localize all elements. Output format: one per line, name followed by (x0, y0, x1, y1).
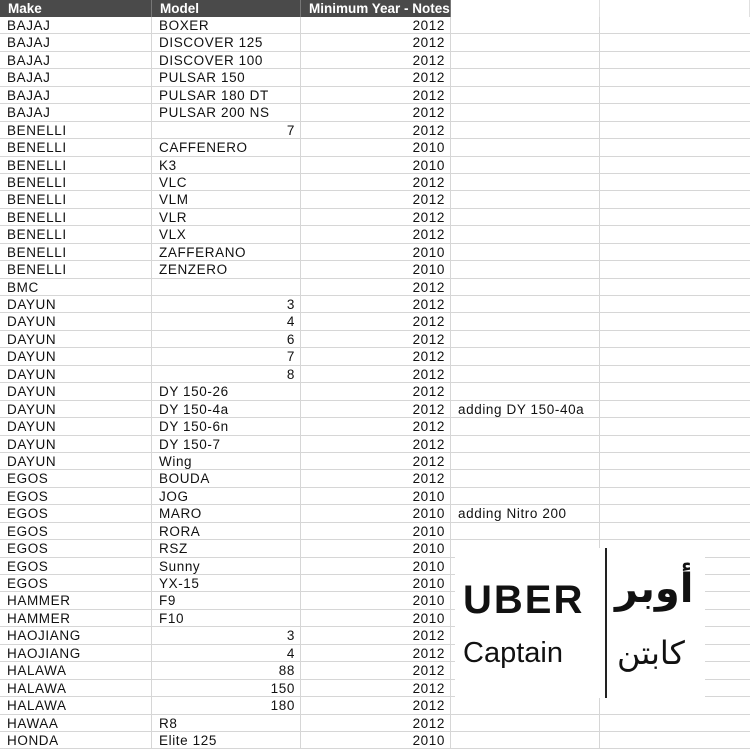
model-cell[interactable]: 4 (152, 313, 301, 329)
make-cell[interactable]: BAJAJ (0, 104, 152, 120)
model-cell[interactable]: CAFFENERO (152, 139, 301, 155)
header-model[interactable]: Model (152, 0, 301, 17)
table-row (0, 436, 750, 453)
empty-cell[interactable] (600, 279, 750, 295)
logo-divider (605, 548, 607, 698)
make-cell[interactable]: BMC (0, 279, 152, 295)
year-cell[interactable]: 2012 (301, 122, 451, 138)
table-row (0, 488, 750, 505)
table-row (0, 279, 750, 296)
model-cell[interactable]: 150 (152, 680, 301, 696)
make-cell[interactable]: DAYUN (0, 453, 152, 469)
year-cell[interactable]: 2012 (301, 383, 451, 399)
make-cell[interactable]: EGOS (0, 488, 152, 504)
model-cell[interactable]: 3 (152, 296, 301, 312)
model-cell[interactable]: DY 150-26 (152, 383, 301, 399)
make-cell[interactable]: DAYUN (0, 418, 152, 434)
year-cell[interactable]: 2010 (301, 575, 451, 591)
model-cell[interactable]: 7 (152, 122, 301, 138)
model-cell[interactable] (152, 279, 301, 295)
model-cell[interactable]: DY 150-7 (152, 436, 301, 452)
empty-cell[interactable] (600, 401, 750, 417)
year-cell[interactable]: 2012 (301, 401, 451, 417)
make-cell[interactable]: HAOJIANG (0, 645, 152, 661)
make-cell[interactable]: DAYUN (0, 348, 152, 364)
logo-uber-text: UBER (463, 578, 585, 622)
model-cell[interactable]: DISCOVER 100 (152, 52, 301, 68)
model-cell[interactable]: PULSAR 180 DT (152, 87, 301, 103)
notes-cell[interactable] (451, 331, 600, 347)
empty-cell[interactable] (600, 383, 750, 399)
notes-cell[interactable] (451, 715, 600, 731)
table-row (0, 69, 750, 86)
empty-cell[interactable] (600, 52, 750, 68)
make-cell[interactable]: HALAWA (0, 662, 152, 678)
year-cell[interactable]: 2012 (301, 87, 451, 103)
empty-cell[interactable] (600, 313, 750, 329)
model-cell[interactable]: VLM (152, 191, 301, 207)
make-cell[interactable]: DAYUN (0, 313, 152, 329)
empty-cell[interactable] (600, 296, 750, 312)
year-cell[interactable]: 2012 (301, 34, 451, 50)
notes-cell[interactable] (451, 261, 600, 277)
table-row (0, 52, 750, 69)
model-cell[interactable]: DISCOVER 125 (152, 34, 301, 50)
year-cell[interactable]: 2012 (301, 627, 451, 643)
make-cell[interactable]: BENELLI (0, 174, 152, 190)
year-cell[interactable]: 2012 (301, 662, 451, 678)
year-cell[interactable]: 2010 (301, 261, 451, 277)
header-make[interactable]: Make (0, 0, 152, 17)
table-row (0, 366, 750, 383)
notes-cell[interactable] (451, 17, 600, 33)
notes-cell[interactable] (451, 104, 600, 120)
table-row (0, 453, 750, 470)
year-cell[interactable]: 2012 (301, 69, 451, 85)
empty-cell[interactable] (600, 505, 750, 521)
table-row (0, 139, 750, 156)
empty-cell[interactable] (600, 697, 750, 713)
notes-cell[interactable]: adding DY 150-40a (451, 401, 600, 417)
notes-cell[interactable] (451, 226, 600, 242)
notes-cell[interactable] (451, 436, 600, 452)
make-cell[interactable]: EGOS (0, 470, 152, 486)
make-cell[interactable]: BENELLI (0, 244, 152, 260)
table-row (0, 17, 750, 34)
year-cell[interactable]: 2010 (301, 610, 451, 626)
model-cell[interactable]: F9 (152, 592, 301, 608)
table-row (0, 348, 750, 365)
empty-cell[interactable] (600, 122, 750, 138)
year-cell[interactable]: 2010 (301, 540, 451, 556)
logo-arabic-uber: أوبر (615, 566, 694, 612)
table-row (0, 697, 750, 714)
make-cell[interactable]: BAJAJ (0, 34, 152, 50)
table-row (0, 296, 750, 313)
notes-cell[interactable] (451, 470, 600, 486)
year-cell[interactable]: 2012 (301, 715, 451, 731)
table-row (0, 191, 750, 208)
table-row (0, 122, 750, 139)
model-cell[interactable]: MARO (152, 505, 301, 521)
make-cell[interactable]: HAWAA (0, 715, 152, 731)
notes-cell[interactable] (451, 296, 600, 312)
table-row (0, 313, 750, 330)
table-row (0, 401, 750, 418)
table-row (0, 157, 750, 174)
table-row (0, 470, 750, 487)
model-cell[interactable]: 180 (152, 697, 301, 713)
model-cell[interactable]: VLC (152, 174, 301, 190)
model-cell[interactable]: ZENZERO (152, 261, 301, 277)
year-cell[interactable]: 2012 (301, 191, 451, 207)
year-cell[interactable]: 2012 (301, 17, 451, 33)
notes-cell[interactable] (451, 383, 600, 399)
make-cell[interactable]: HAMMER (0, 592, 152, 608)
empty-cell[interactable] (600, 261, 750, 277)
make-cell[interactable]: BAJAJ (0, 87, 152, 103)
year-cell[interactable]: 2012 (301, 313, 451, 329)
header-blank-2[interactable] (600, 0, 750, 17)
model-cell[interactable]: VLX (152, 226, 301, 242)
table-row (0, 418, 750, 435)
model-cell[interactable]: 6 (152, 331, 301, 347)
empty-cell[interactable] (600, 191, 750, 207)
make-cell[interactable]: BAJAJ (0, 52, 152, 68)
make-cell[interactable]: BENELLI (0, 226, 152, 242)
notes-cell[interactable] (451, 313, 600, 329)
model-cell[interactable]: RORA (152, 523, 301, 539)
model-cell[interactable]: R8 (152, 715, 301, 731)
model-cell[interactable]: PULSAR 150 (152, 69, 301, 85)
empty-cell[interactable] (600, 470, 750, 486)
model-cell[interactable]: PULSAR 200 NS (152, 104, 301, 120)
table-row (0, 209, 750, 226)
model-cell[interactable]: 8 (152, 366, 301, 382)
year-cell[interactable]: 2010 (301, 558, 451, 574)
table-row (0, 383, 750, 400)
year-cell[interactable]: 2010 (301, 157, 451, 173)
empty-cell[interactable] (600, 104, 750, 120)
year-cell[interactable]: 2012 (301, 645, 451, 661)
model-cell[interactable]: BOUDA (152, 470, 301, 486)
year-cell[interactable]: 2012 (301, 366, 451, 382)
notes-cell[interactable] (451, 279, 600, 295)
notes-cell[interactable] (451, 697, 600, 713)
notes-cell[interactable] (451, 244, 600, 260)
empty-cell[interactable] (600, 17, 750, 33)
year-cell[interactable]: 2012 (301, 296, 451, 312)
notes-cell[interactable] (451, 191, 600, 207)
table-row (0, 34, 750, 51)
make-cell[interactable]: DAYUN (0, 436, 152, 452)
empty-cell[interactable] (600, 418, 750, 434)
notes-cell[interactable] (451, 52, 600, 68)
table-row (0, 331, 750, 348)
year-cell[interactable]: 2012 (301, 348, 451, 364)
make-cell[interactable]: BENELLI (0, 209, 152, 225)
model-cell[interactable]: 88 (152, 662, 301, 678)
year-cell[interactable]: 2012 (301, 697, 451, 713)
model-cell[interactable]: Wing (152, 453, 301, 469)
table-row (0, 732, 750, 749)
notes-cell[interactable] (451, 34, 600, 50)
year-cell[interactable]: 2010 (301, 139, 451, 155)
empty-cell[interactable] (600, 139, 750, 155)
model-cell[interactable]: DY 150-4a (152, 401, 301, 417)
model-cell[interactable]: 3 (152, 627, 301, 643)
year-cell[interactable]: 2012 (301, 52, 451, 68)
notes-cell[interactable] (451, 453, 600, 469)
model-cell[interactable]: VLR (152, 209, 301, 225)
table-row (0, 715, 750, 732)
year-cell[interactable]: 2010 (301, 505, 451, 521)
make-cell[interactable]: HALAWA (0, 697, 152, 713)
make-cell[interactable]: BENELLI (0, 191, 152, 207)
make-cell[interactable]: BENELLI (0, 157, 152, 173)
make-cell[interactable]: HONDA (0, 732, 152, 748)
make-cell[interactable]: EGOS (0, 505, 152, 521)
empty-cell[interactable] (600, 348, 750, 364)
model-cell[interactable]: YX-15 (152, 575, 301, 591)
header-blank[interactable] (451, 0, 600, 17)
notes-cell[interactable] (451, 732, 600, 748)
empty-cell[interactable] (600, 226, 750, 242)
empty-cell[interactable] (600, 366, 750, 382)
notes-cell[interactable] (451, 488, 600, 504)
header-minimum-year-notes[interactable]: Minimum Year - Notes (301, 0, 451, 17)
model-cell[interactable]: K3 (152, 157, 301, 173)
empty-cell[interactable] (600, 732, 750, 748)
empty-cell[interactable] (600, 87, 750, 103)
table-row (0, 104, 750, 121)
year-cell[interactable]: 2012 (301, 209, 451, 225)
notes-cell[interactable] (451, 348, 600, 364)
make-cell[interactable]: BAJAJ (0, 17, 152, 33)
notes-cell[interactable] (451, 69, 600, 85)
year-cell[interactable]: 2012 (301, 104, 451, 120)
empty-cell[interactable] (600, 331, 750, 347)
make-cell[interactable]: BAJAJ (0, 69, 152, 85)
notes-cell[interactable] (451, 418, 600, 434)
year-cell[interactable]: 2012 (301, 331, 451, 347)
table-row (0, 87, 750, 104)
empty-cell[interactable] (600, 69, 750, 85)
make-cell[interactable]: EGOS (0, 523, 152, 539)
table-row (0, 261, 750, 278)
empty-cell[interactable] (600, 453, 750, 469)
empty-cell[interactable] (600, 436, 750, 452)
make-cell[interactable]: HAOJIANG (0, 627, 152, 643)
year-cell[interactable]: 2012 (301, 436, 451, 452)
year-cell[interactable]: 2012 (301, 226, 451, 242)
make-cell[interactable]: DAYUN (0, 331, 152, 347)
year-cell[interactable]: 2012 (301, 470, 451, 486)
model-cell[interactable]: 7 (152, 348, 301, 364)
year-cell[interactable]: 2010 (301, 732, 451, 748)
year-cell[interactable]: 2010 (301, 592, 451, 608)
year-cell[interactable]: 2010 (301, 488, 451, 504)
empty-cell[interactable] (600, 715, 750, 731)
logo-captain-text: Captain (463, 637, 563, 669)
make-cell[interactable]: EGOS (0, 575, 152, 591)
notes-cell[interactable] (451, 157, 600, 173)
make-cell[interactable]: DAYUN (0, 383, 152, 399)
notes-cell[interactable] (451, 523, 600, 539)
notes-cell[interactable] (451, 209, 600, 225)
empty-cell[interactable] (600, 34, 750, 50)
table-row (0, 226, 750, 243)
empty-cell[interactable] (600, 209, 750, 225)
year-cell[interactable]: 2012 (301, 680, 451, 696)
model-cell[interactable]: JOG (152, 488, 301, 504)
model-cell[interactable]: ZAFFERANO (152, 244, 301, 260)
make-cell[interactable]: BENELLI (0, 122, 152, 138)
table-row (0, 174, 750, 191)
empty-cell[interactable] (600, 244, 750, 260)
year-cell[interactable]: 2012 (301, 453, 451, 469)
make-cell[interactable]: BENELLI (0, 139, 152, 155)
uber-captain-logo (455, 548, 705, 698)
table-row (0, 244, 750, 261)
empty-cell[interactable] (600, 174, 750, 190)
model-cell[interactable]: DY 150-6n (152, 418, 301, 434)
model-cell[interactable]: 4 (152, 645, 301, 661)
year-cell[interactable]: 2010 (301, 523, 451, 539)
make-cell[interactable]: BENELLI (0, 261, 152, 277)
notes-cell[interactable] (451, 122, 600, 138)
table-row (0, 523, 750, 540)
notes-cell[interactable] (451, 366, 600, 382)
make-cell[interactable]: DAYUN (0, 296, 152, 312)
make-cell[interactable]: DAYUN (0, 401, 152, 417)
notes-cell[interactable]: adding Nitro 200 (451, 505, 600, 521)
year-cell[interactable]: 2012 (301, 279, 451, 295)
make-cell[interactable]: DAYUN (0, 366, 152, 382)
make-cell[interactable]: HAMMER (0, 610, 152, 626)
notes-cell[interactable] (451, 87, 600, 103)
empty-cell[interactable] (600, 488, 750, 504)
notes-cell[interactable] (451, 139, 600, 155)
year-cell[interactable]: 2010 (301, 244, 451, 260)
empty-cell[interactable] (600, 157, 750, 173)
logo-arabic-captain: كابتن (617, 634, 685, 672)
model-cell[interactable]: F10 (152, 610, 301, 626)
model-cell[interactable]: RSZ (152, 540, 301, 556)
make-cell[interactable]: EGOS (0, 540, 152, 556)
header-row (0, 0, 750, 17)
year-cell[interactable]: 2012 (301, 418, 451, 434)
table-row (0, 505, 750, 522)
model-cell[interactable]: Sunny (152, 558, 301, 574)
notes-cell[interactable] (451, 174, 600, 190)
make-cell[interactable]: EGOS (0, 558, 152, 574)
make-cell[interactable]: HALAWA (0, 680, 152, 696)
empty-cell[interactable] (600, 523, 750, 539)
model-cell[interactable]: BOXER (152, 17, 301, 33)
year-cell[interactable]: 2012 (301, 174, 451, 190)
model-cell[interactable]: Elite 125 (152, 732, 301, 748)
